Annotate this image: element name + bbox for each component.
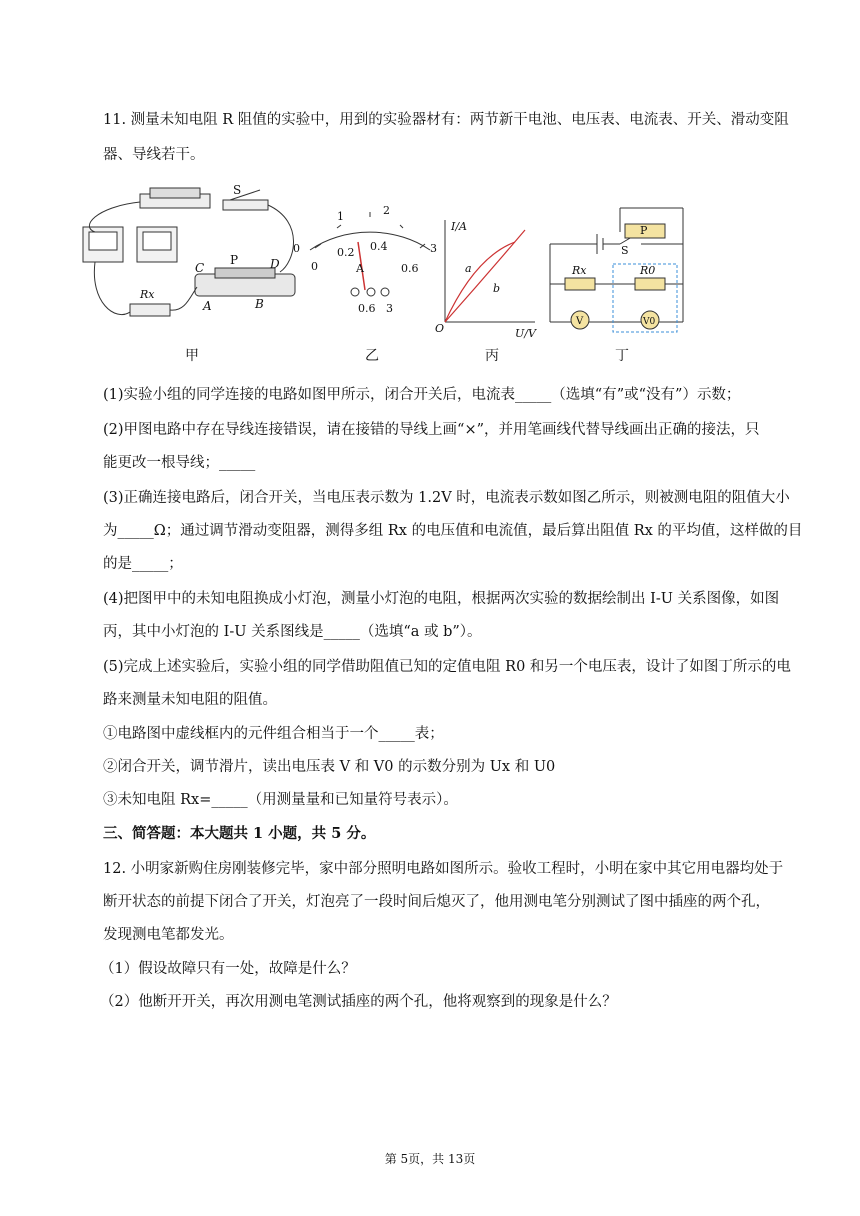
- q11-part5-line1: (5)完成上述实验后，实验小组的同学借助阻值已知的定值电阻 R0 和另一个电压表，设计了如图丁所示的电: [103, 659, 791, 675]
- q12-ask2: （2）他断开开关，再次用测电笔测试插座的两个孔，他将观察到的现象是什么？: [100, 994, 617, 1010]
- meter-bottom-tick-04: 0.4: [370, 240, 388, 253]
- circuit-v-label: V: [576, 316, 584, 327]
- circuit-s-label: S: [621, 244, 629, 257]
- curve-a-label: a: [465, 262, 472, 275]
- page-footer: 第 5页，共 13页: [384, 1152, 476, 1166]
- circuit-v0-label: V0: [643, 317, 656, 327]
- label-c: C: [195, 261, 205, 275]
- terminal-3: 3: [386, 302, 393, 315]
- meter-bottom-tick-06: 0.6: [401, 262, 419, 275]
- curve-b-label: b: [493, 282, 501, 295]
- q11-sub1: ①电路图中虚线框内的元件组合相当于一个_____表；: [103, 726, 444, 742]
- circuit-p-label: P: [640, 224, 648, 237]
- label-a: A: [203, 299, 212, 313]
- meter-bottom-tick-02: 0.2: [337, 246, 355, 259]
- q11-part3-line2: 为_____Ω；通过调节滑动变阻器，测得多组 Rx 的电压值和电流值，最后算出阻值 Rx 的平均值，这样做的目: [103, 523, 803, 539]
- meter-top-tick-2: 2: [383, 204, 390, 217]
- q11-part1: (1)实验小组的同学连接的电路如图甲所示，闭合开关后，电流表_____（选填“有”或“没有”）示数；: [103, 387, 741, 403]
- q11-sub2: ②闭合开关，调节滑片，读出电压表 V 和 V0 的示数分别为 Ux 和 U0: [103, 759, 556, 775]
- label-b: B: [255, 297, 264, 311]
- label-rx: Rx: [140, 288, 155, 301]
- q11-part5-line2: 路来测量未知电阻的阻值。: [103, 692, 277, 708]
- caption-yi: 乙: [365, 348, 379, 364]
- q11-line1: 11. 测量未知电阻 R 阻值的实验中，用到的实验器材有：两节新干电池、电压表、电流表、开关、滑动变阻: [103, 112, 789, 128]
- q11-part3-line3: 的是_____；: [103, 556, 183, 572]
- caption-ding: 丁: [615, 348, 629, 364]
- q12-line2: 断开状态的前提下闭合了开关，灯泡亮了一段时间后熄灭了，他用测电笔分别测试了图中插座的两个孔，: [103, 894, 770, 910]
- graph-y-label: I/A: [451, 220, 467, 233]
- q12-ask1: （1）假设故障只有一处，故障是什么？: [100, 961, 356, 977]
- figure-bing-graph: [435, 220, 537, 340]
- circuit-r0-label: R0: [640, 264, 656, 277]
- q11-part4-line2: 丙，其中小灯泡的 I-U 关系图线是_____（选填“a 或 b”）。: [103, 624, 482, 640]
- meter-top-tick-3: 3: [430, 242, 437, 255]
- label-p: P: [230, 253, 239, 267]
- meter-left-zero: 0: [293, 242, 300, 255]
- q11-part4-line1: (4)把图甲中的未知电阻换成小灯泡，测量小灯泡的电阻，根据两次实验的数据绘制出 I-U 关系图像，如图: [103, 591, 780, 607]
- q11-part2-line2: 能更改一根导线；_____: [103, 455, 256, 471]
- meter-unit: A: [356, 262, 364, 275]
- meter-top-tick-1: 1: [337, 210, 344, 223]
- label-d: D: [270, 257, 280, 271]
- graph-origin: O: [435, 322, 445, 335]
- caption-bing: 丙: [485, 348, 499, 364]
- circuit-rx-label: Rx: [572, 264, 587, 277]
- meter-bottom-tick-0: 0: [311, 260, 318, 273]
- q12-line3: 发现测电笔都发光。: [103, 927, 234, 943]
- q12-line1: 12. 小明家新购住房刚装修完毕，家中部分照明电路如图所示。验收工程时，小明在家中其它用电器均处于: [103, 861, 784, 877]
- terminal-06: 0.6: [358, 302, 376, 315]
- graph-x-label: U/V: [515, 327, 536, 340]
- figure-yi-ammeter: [293, 204, 437, 315]
- caption-jia: 甲: [185, 348, 199, 364]
- q11-part3-line1: (3)正确连接电路后，闭合开关，当电压表示数为 1.2V 时，电流表示数如图乙所示，则被测电阻的阻值大小: [103, 490, 790, 506]
- figure-ding-circuit: [550, 208, 683, 332]
- label-s: S: [233, 183, 242, 197]
- q11-figures: [75, 172, 695, 372]
- q11-sub3: ③未知电阻 Rx=_____（用测量量和已知量符号表示）。: [103, 792, 458, 808]
- q11-line2: 器、导线若干。: [103, 147, 205, 163]
- figure-jia-apparatus: [83, 183, 295, 316]
- section-3-heading: 三、简答题：本大题共 1 小题，共 5 分。: [103, 825, 376, 842]
- q11-part2-line1: (2)甲图电路中存在导线连接错误，请在接错的导线上画“×”，并用笔画线代替导线画出正确的接法，只: [103, 422, 760, 438]
